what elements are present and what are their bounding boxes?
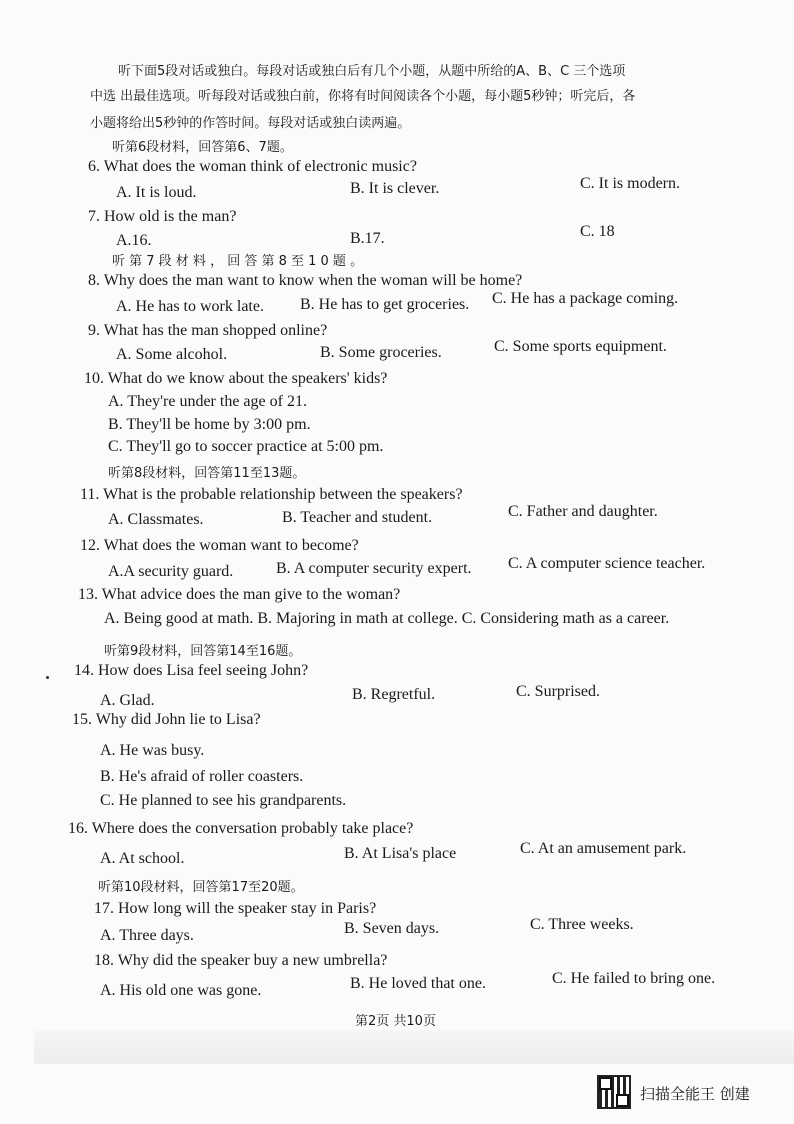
q17-option-b: B. Seven days. [344,920,440,937]
q15-option-c: C. He planned to see his grandparents. [100,792,347,809]
q12-option-b: B. A computer security expert. [276,560,472,577]
q18-option-a: A. His old one was gone. [100,982,262,999]
q10-option-c: C. They'll go to soccer practice at 5:00 pm. [108,438,384,455]
scan-shadow [34,1030,794,1064]
question-14: 14. How does Lisa feel seeing John? [74,662,309,679]
q12-option-a: A.A security guard. [108,563,234,580]
q17-option-a: A. Three days. [100,927,194,944]
q9-option-c: C. Some sports equipment. [494,338,667,355]
q8-option-b: B. He has to get groceries. [300,296,470,313]
question-15: 15. Why did John lie to Lisa? [72,711,261,728]
q11-option-b: B. Teacher and student. [282,509,433,526]
q15-option-b: B. He's afraid of roller coasters. [100,768,304,785]
instruction-line-1: 听下面5段对话或独白。每段对话或独白后有几个小题，从题中所给的A、B、C 三个选项 [118,64,626,79]
q7-option-a: A.16. [116,232,152,249]
q10-option-b: B. They'll be home by 3:00 pm. [108,416,311,433]
q6-option-a: A. It is loud. [116,184,197,201]
q14-option-b: B. Regretful. [352,686,436,703]
q18-option-b: B. He loved that one. [350,975,486,992]
q9-option-a: A. Some alcohol. [116,346,228,363]
q9-option-b: B. Some groceries. [320,344,442,361]
section-7-heading: 听 第 7 段 材 料 ， 回 答 第 8 至 1 0 题 。 [112,254,364,269]
q14-option-c: C. Surprised. [516,683,600,700]
q16-option-b: B. At Lisa's place [344,845,457,862]
question-12: 12. What does the woman want to become? [80,537,359,554]
q8-option-a: A. He has to work late. [116,298,264,315]
section-10-heading: 听第10段材料，回答第17至20题。 [98,880,304,895]
section-8-heading: 听第8段材料，回答第11至13题。 [108,466,306,481]
scan-speck [46,676,49,679]
question-6: 6. What does the woman think of electronic music? [88,158,417,175]
q10-option-a: A. They're under the age of 21. [108,393,307,410]
q8-option-c: C. He has a package coming. [492,290,679,307]
q17-option-c: C. Three weeks. [530,916,634,933]
q6-option-c: C. It is modern. [580,175,680,192]
q16-option-a: A. At school. [100,850,185,867]
instruction-line-2: 中选 出最佳选项。听每段对话或独白前，你将有时间阅读各个小题，每小题5秒钟；听完后，各 [90,89,636,104]
instruction-line-3: 小题将给出5秒钟的作答时间。每段对话或独白读两遍。 [90,116,411,131]
question-13: 13. What advice does the man give to the woman? [78,586,401,603]
question-7: 7. How old is the man? [88,208,237,225]
question-9: 9. What has the man shopped online? [88,322,328,339]
q11-option-c: C. Father and daughter. [508,503,658,520]
q16-option-c: C. At an amusement park. [520,840,687,857]
q18-option-c: C. He failed to bring one. [552,970,716,987]
q6-option-b: B. It is clever. [350,180,440,197]
question-17: 17. How long will the speaker stay in Paris? [94,900,377,917]
q11-option-a: A. Classmates. [108,511,204,528]
q13-options: A. Being good at math. B. Majoring in math at college. C. Considering math as a career. [104,610,670,627]
question-16: 16. Where does the conversation probably take place? [68,820,414,837]
qr-code-icon [597,1075,631,1109]
scanner-brand: 扫描全能王 创建 [640,1085,750,1103]
question-10: 10. What do we know about the speakers' kids? [84,370,388,387]
q15-option-a: A. He was busy. [100,742,205,759]
q7-option-c: C. 18 [580,223,615,240]
page-number: 第2页 共10页 [355,1014,436,1029]
q7-option-b: B.17. [350,230,385,247]
question-8: 8. Why does the man want to know when the woman will be home? [88,272,523,289]
question-11: 11. What is the probable relationship between the speakers? [80,486,463,503]
q12-option-c: C. A computer science teacher. [508,555,706,572]
section-9-heading: 听第9段材料，回答第14至16题。 [104,644,302,659]
section-6-heading: 听第6段材料，回答第6、7题。 [112,140,293,155]
question-18: 18. Why did the speaker buy a new umbrella? [94,952,388,969]
q14-option-a: A. Glad. [100,692,155,709]
